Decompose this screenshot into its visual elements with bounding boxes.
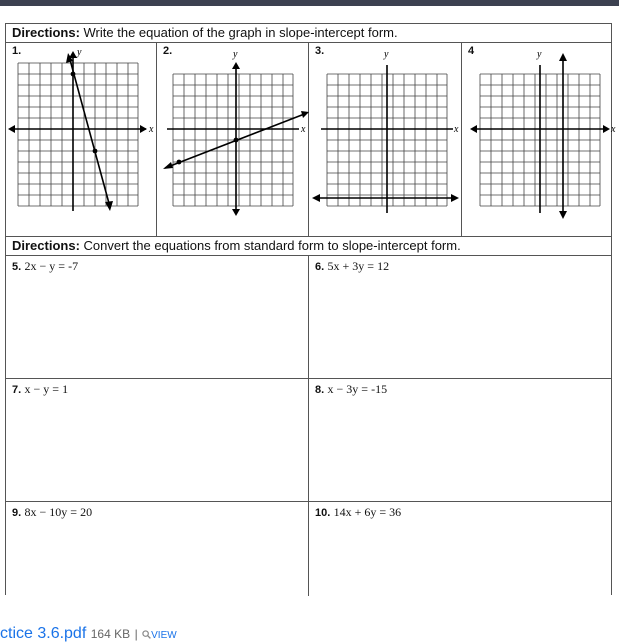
graph-cell-3 xyxy=(309,43,462,237)
graph-row xyxy=(6,43,616,237)
axes xyxy=(321,65,453,213)
problem-number: 9. xyxy=(12,507,22,519)
problem-row xyxy=(6,379,611,502)
graph-number: 4 xyxy=(468,45,475,57)
problem-equation: x − 3y = -15 xyxy=(327,382,388,396)
view-label: VIEW xyxy=(151,630,177,641)
grid xyxy=(173,74,293,206)
graph-4 xyxy=(462,43,616,237)
y-axis-label: y xyxy=(384,49,389,60)
problem-number: 7. xyxy=(12,384,22,396)
axes xyxy=(10,53,146,211)
problem-7 xyxy=(6,379,309,502)
line-arrow-up-icon xyxy=(559,53,567,61)
problem-9 xyxy=(6,502,309,596)
problem-equation: 2x − y = -7 xyxy=(24,259,79,273)
problem-number: 5. xyxy=(12,261,22,273)
graph-cell-4 xyxy=(462,43,616,237)
graph-3 xyxy=(309,43,462,237)
problem-6 xyxy=(309,256,613,379)
attachment-filename-link[interactable]: ctice 3.6.pdf xyxy=(0,625,87,642)
point xyxy=(93,149,98,154)
graph-cell-2 xyxy=(157,43,309,237)
point xyxy=(177,160,182,165)
graph-cell-1 xyxy=(6,43,157,237)
problem-equation: 5x + 3y = 12 xyxy=(327,259,390,273)
problem-row xyxy=(6,256,611,379)
graph-number: 3. xyxy=(315,45,325,57)
x-axis-label: x xyxy=(611,124,616,135)
x-axis-label: x xyxy=(301,124,306,135)
graph-2 xyxy=(157,43,309,237)
top-bar xyxy=(0,0,619,6)
y-arrow-icon xyxy=(232,62,240,69)
problem-8 xyxy=(309,379,613,502)
view-link[interactable] xyxy=(142,625,177,642)
y-axis-label: y xyxy=(537,49,542,60)
problem-5 xyxy=(6,256,309,379)
problem-number: 10. xyxy=(315,507,331,519)
directions-text: Write the equation of the graph in slope-intercept form. xyxy=(79,25,398,40)
worksheet xyxy=(5,23,616,595)
x-axis-label: x xyxy=(149,124,154,135)
x-arrow-left-icon xyxy=(470,125,477,133)
line-arrow-left-icon xyxy=(312,194,320,202)
problem-equation: 14x + 6y = 36 xyxy=(333,505,402,519)
directions-convert xyxy=(6,237,611,256)
grid xyxy=(18,63,138,206)
x-arrow-icon xyxy=(603,125,610,133)
problem-number: 6. xyxy=(315,261,325,273)
x-axis-label: x xyxy=(454,124,459,135)
directions-label: Directions: xyxy=(12,25,80,40)
line-arrow-right-icon xyxy=(451,194,459,202)
problem-row xyxy=(6,502,611,596)
magnifier-icon xyxy=(142,630,151,639)
graph-number: 1. xyxy=(12,45,22,57)
axes xyxy=(167,65,299,213)
y-axis-label: y xyxy=(233,49,238,60)
directions-label: Directions: xyxy=(12,238,80,253)
y-axis-label: y xyxy=(77,47,82,58)
line-arrow-icon xyxy=(301,111,309,118)
line-arrow-down-icon xyxy=(559,211,567,219)
x-arrow-left-icon xyxy=(8,125,15,133)
point xyxy=(234,138,239,143)
y-arrow-down-icon xyxy=(232,209,240,216)
x-arrow-icon xyxy=(140,125,147,133)
point xyxy=(71,72,76,77)
problem-number: 8. xyxy=(315,384,325,396)
directions-text: Convert the equations from standard form to slope-intercept form. xyxy=(79,238,461,253)
graph-1 xyxy=(6,43,157,237)
problem-equation: 8x − 10y = 20 xyxy=(24,505,93,519)
attachment-bar xyxy=(0,625,177,643)
graph-number: 2. xyxy=(163,45,173,57)
axes xyxy=(472,65,608,213)
problem-equation: x − y = 1 xyxy=(24,382,69,396)
line-arrow-icon xyxy=(163,162,173,169)
problem-10 xyxy=(309,502,613,596)
separator: | xyxy=(134,627,138,641)
directions-graphs xyxy=(6,24,611,43)
attachment-size: 164 KB xyxy=(90,627,131,641)
